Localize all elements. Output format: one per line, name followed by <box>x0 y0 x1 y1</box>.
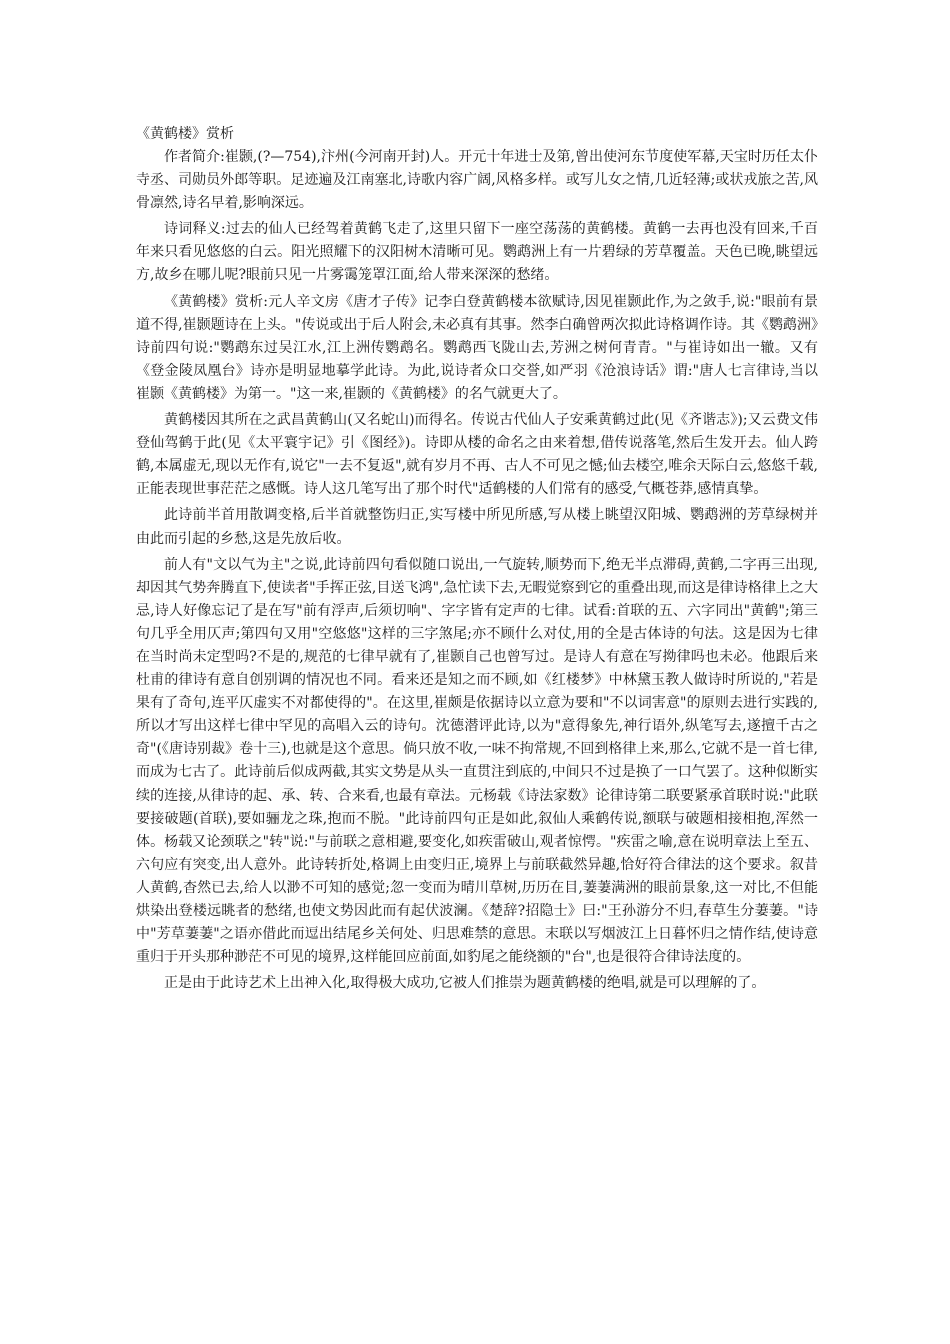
paragraph-author-intro: 作者简介:崔颢,(?—754),汴州(今河南开封)人。开元十年进士及第,曾出使河东节度使军幕,天宝时历任太仆寺丞、司勋员外郎等职。足迹遍及江南塞北,诗歌内容广阔,风格多样。或写儿女之情,几近轻薄;或状戎旅之苦,风骨凛然,诗名早着,影响深远。 <box>136 149 818 212</box>
paragraph-structure: 此诗前半首用散调变格,后半首就整饬归正,实写楼中所见所感,写从楼上眺望汉阳城、鹦鹉洲的芳草绿树并由此而引起的乡愁,这是先放后收。 <box>136 507 818 547</box>
document-page <box>136 123 818 998</box>
paragraph-appreciation: 《黄鹤楼》赏析:元人辛文房《唐才子传》记李白登黄鹤楼本欲赋诗,因见崔颢此作,为之敛手,说:"眼前有景道不得,崔颢题诗在上头。"传说或出于后人附会,未必真有其事。然李白确曾两次拟此诗格调作诗。其《鹦鹉洲》诗前四句说:"鹦鹉东过吴江水,江上洲传鹦鹉名。鹦鹉西飞陇山去,芳洲之树何青青。"与崔诗如出一辙。又有《登金陵凤凰台》诗亦是明显地摹学此诗。为此,说诗者众口交誉,如严羽《沧浪诗话》谓:"唐人七言律诗,当以崔颢《黄鹤楼》为第一。"这一来,崔颢的《黄鹤楼》的名气就更大了。 <box>136 293 818 402</box>
paragraph-poem-meaning: 诗词释义:过去的仙人已经驾着黄鹤飞走了,这里只留下一座空荡荡的黄鹤楼。黄鹤一去再也没有回来,千百年来只看见悠悠的白云。阳光照耀下的汉阳树木清晰可见。鹦鹉洲上有一片碧绿的芳草覆盖。天色已晚,眺望远方,故乡在哪儿呢?眼前只见一片雾霭笼罩江面,给人带来深深的愁绪。 <box>136 221 818 284</box>
paragraph-meter-analysis: 前人有"文以气为主"之说,此诗前四句看似随口说出,一气旋转,顺势而下,绝无半点滞碍,黄鹤,二字再三出现,却因其气势奔腾直下,使读者"手挥正弦,目送飞鸿",急忙读下去,无暇觉察到它的重叠出现,而这是律诗格律上之大忌,诗人好像忘记了是在写"前有浮声,后须切响"、字字皆有定声的七律。试看:首联的五、六字同出"黄鹤";第三句几乎全用仄声;第四句又用"空悠悠"这样的三字煞尾;亦不顾什么对仗,用的全是古体诗的句法。这是因为七律在当时尚未定型吗?不是的,规范的七律早就有了,崔颢自己也曾写过。是诗人有意在写拗律吗也未必。他跟后来杜甫的律诗有意自创别调的情况也不同。看来还是知之而不顾,如《红楼梦》中林黛玉教人做诗时所说的,"若是果有了奇句,连平仄虚实不对都使得的"。在这里,崔颇是依据诗以立意为要和"不以词害意"的原则去进行实践的,所以才写出这样七律中罕见的高唱入云的诗句。沈德潜评此诗,以为"意得象先,神行语外,纵笔写去,遂擅千古之奇"(《唐诗别裁》卷十三),也就是这个意思。倘只放不收,一味不拘常规,不回到格律上来,那么,它就不是一首七律,而成为七古了。此诗前后似成两截,其实文势是从头一直贯注到底的,中间只不过是换了一口气罢了。这种似断实续的连接,从律诗的起、承、转、合来看,也最有章法。元杨载《诗法家数》论律诗第二联要紧承首联时说:"此联要接破题(首联),要如骊龙之珠,抱而不脱。"此诗前四句正是如此,叙仙人乘鹤传说,额联与破题相接相抱,浑然一体。杨载又论颈联之"转"说:"与前联之意相避,要变化,如疾雷破山,观者惊愕。"疾雷之喻,意在说明章法上至五、六句应有突变,出人意外。此诗转折处,格调上由变归正,境界上与前联截然异趣,恰好符合律法的这个要求。叙昔人黄鹤,杳然已去,给人以渺不可知的感觉;忽一变而为晴川草树,历历在目,萋萋满洲的眼前景象,这一对比,不但能烘染出登楼远眺者的愁绪,也使文势因此而有起伏波澜。《楚辞?招隐士》曰:"王孙游分不归,春草生分萋萋。"诗中"芳草萋萋"之语亦借此而逗出结尾乡关何处、归思难禁的意思。末联以写烟波江上日暮怀归之情作结,使诗意重归于开头那种渺茫不可见的境界,这样能回应前面,如豹尾之能绕额的"台",也是很符合律诗法度的。 <box>136 556 818 966</box>
paragraph-yellow-crane-legend: 黄鹤楼因其所在之武昌黄鹤山(又名蛇山)而得名。传说古代仙人子安乘黄鹤过此(见《齐谐志》);又云费文伟登仙驾鹤于此(见《太平寰宇记》引《图经》)。诗即从楼的命名之由来着想,借传说落笔,然后生发开去。仙人跨鹤,本属虚无,现以无作有,说它"一去不复返",就有岁月不再、古人不可见之憾;仙去楼空,唯余天际白云,悠悠千载,正能表现世事茫茫之感慨。诗人这几笔写出了那个时代"适鹤楼的人们常有的感受,气概苍莽,感情真挚。 <box>136 412 818 498</box>
paragraph-conclusion: 正是由于此诗艺术上出神入化,取得极大成功,它被人们推崇为题黄鹤楼的绝唱,就是可以理解的了。 <box>164 975 766 992</box>
document-title: 《黄鹤楼》赏析 <box>136 126 234 142</box>
